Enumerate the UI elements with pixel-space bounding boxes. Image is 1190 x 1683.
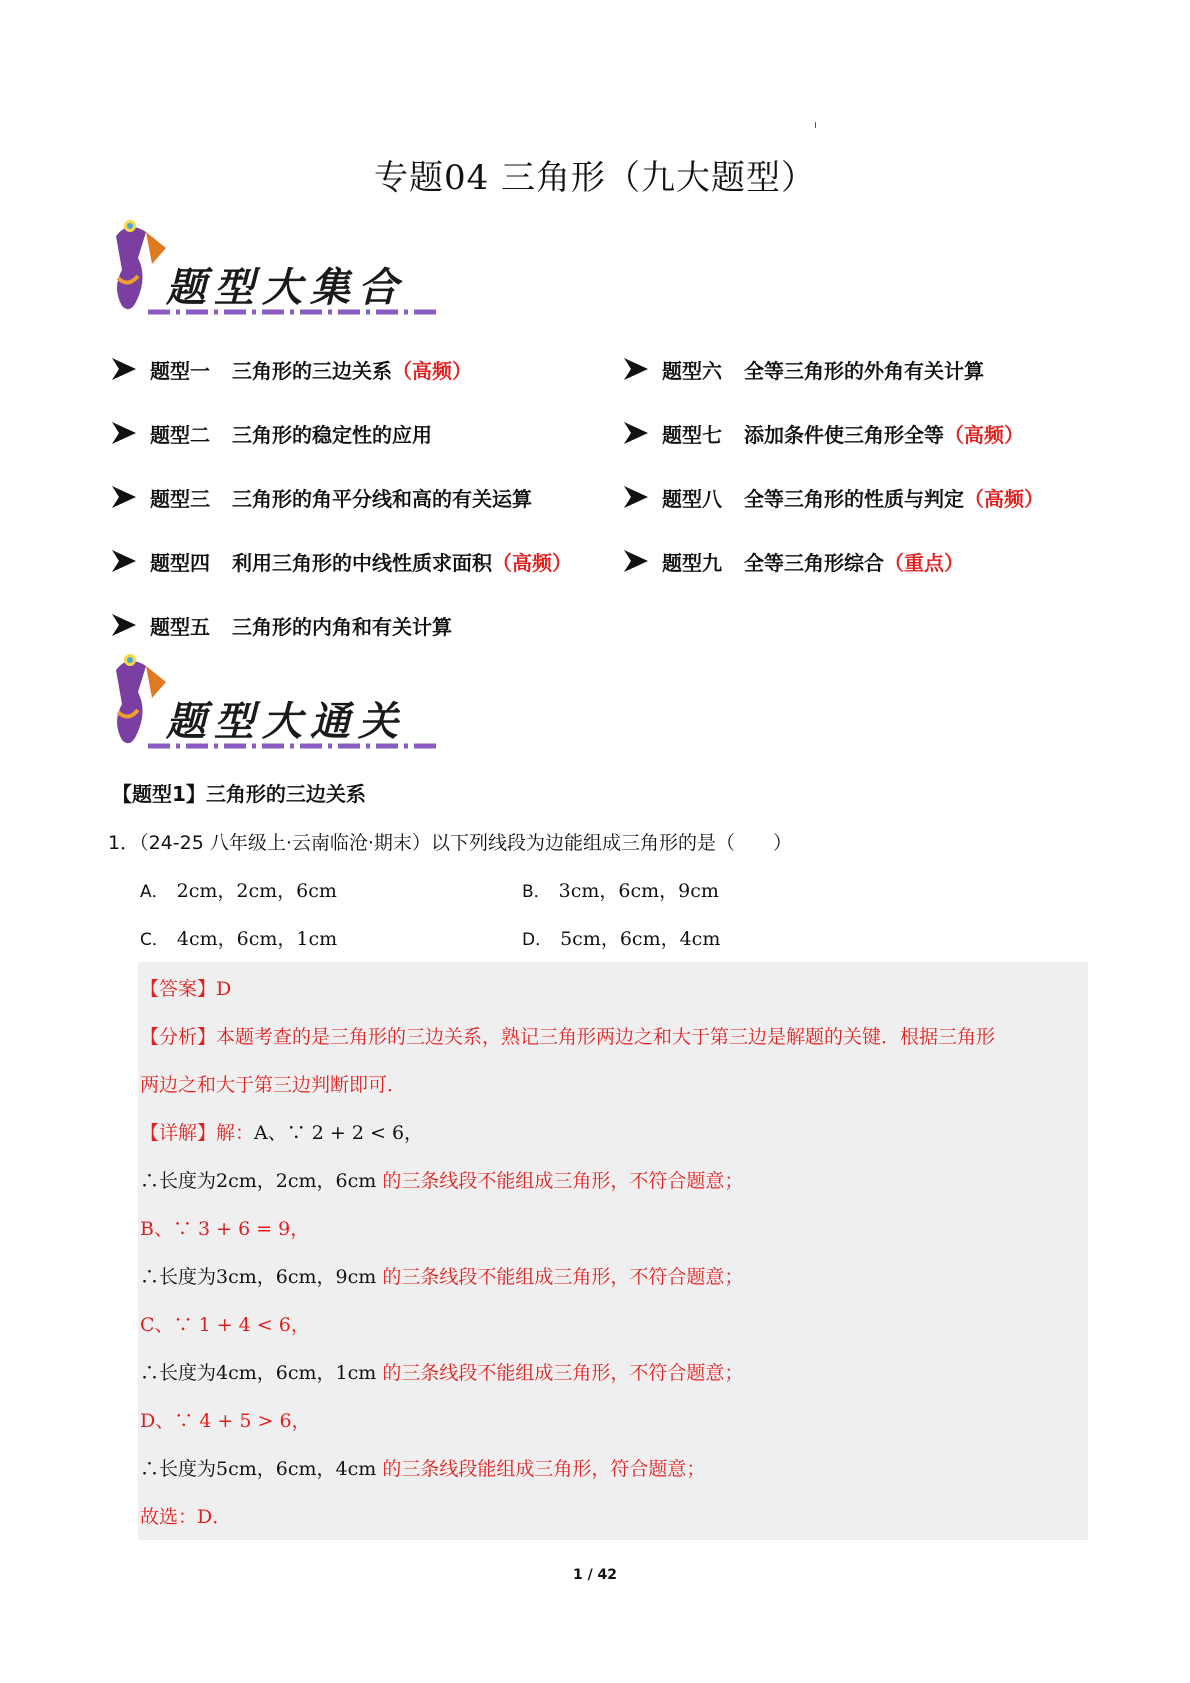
arrow-bullet-icon	[110, 548, 138, 574]
category-item[interactable]	[110, 352, 572, 386]
banner-pass-text: 题型大通关	[166, 698, 406, 745]
option-text: 5cm，6cm，4cm	[560, 928, 721, 950]
category-text: 利用三角形的中线性质求面积	[232, 550, 492, 575]
category-item[interactable]	[110, 480, 572, 514]
arrow-bullet-icon	[110, 356, 138, 382]
header-tick	[815, 122, 816, 128]
arrow-bullet-icon	[110, 484, 138, 510]
arrow-bullet-icon	[110, 612, 138, 638]
result-suffix: 的三条线段不能组成三角形，不符合题意；	[382, 1170, 744, 1192]
analysis-line-1: 【分析】本题考查的是三角形的三边关系，熟记三角形两边之和大于第三边是解题的关键．根据三角形	[140, 1026, 996, 1048]
category-text: 全等三角形综合	[744, 550, 884, 575]
d-result-line	[140, 1454, 705, 1481]
option-text: 2cm，2cm，6cm	[176, 880, 337, 902]
option-a[interactable]	[140, 876, 337, 903]
question-number: 1．	[108, 832, 140, 854]
arrow-bullet-icon	[622, 484, 650, 510]
option-text: 3cm，6cm，9cm	[558, 880, 719, 902]
category-item[interactable]	[622, 416, 1044, 450]
category-label: 题型三	[150, 486, 210, 511]
category-list-left	[110, 352, 572, 642]
answer-line: 【答案】D	[140, 978, 232, 1000]
category-tag: （高频）	[944, 422, 1024, 447]
category-text: 三角形的内角和有关计算	[232, 614, 452, 639]
category-item[interactable]	[622, 544, 1044, 578]
result-suffix: 的三条线段能组成三角形，符合题意；	[382, 1458, 706, 1480]
choice-line: 故选：D．	[140, 1506, 232, 1528]
banner-collect-text: 题型大集合	[166, 264, 406, 311]
page-number: 1 / 42	[572, 1567, 618, 1583]
question-line	[108, 828, 792, 855]
d-cond-line: D、∵ 4 + 5 > 6，	[140, 1410, 311, 1432]
category-text: 全等三角形的外角有关计算	[744, 358, 984, 383]
arrow-bullet-icon	[110, 420, 138, 446]
result-prefix: ∴长度为	[140, 1266, 217, 1288]
category-tag: （重点）	[884, 550, 964, 575]
category-item[interactable]	[622, 480, 1044, 514]
result-suffix: 的三条线段不能组成三角形，不符合题意；	[382, 1362, 744, 1384]
category-label: 题型一	[150, 358, 210, 383]
banner-collect	[108, 218, 448, 328]
arrow-bullet-icon	[622, 548, 650, 574]
result-prefix: ∴长度为	[140, 1362, 217, 1384]
category-item[interactable]	[622, 352, 1044, 386]
option-b[interactable]	[522, 876, 719, 903]
option-c[interactable]	[140, 924, 337, 951]
result-values: 2cm，2cm，6cm	[216, 1170, 377, 1192]
b-result-line	[140, 1262, 743, 1289]
category-text: 全等三角形的性质与判定	[744, 486, 964, 511]
category-tag: （高频）	[392, 358, 472, 383]
category-label: 题型六	[662, 358, 722, 383]
page-title: 专题04 三角形（九大题型）	[373, 158, 817, 198]
analysis-line-2: 两边之和大于第三边判断即可．	[140, 1074, 407, 1096]
result-suffix: 的三条线段不能组成三角形，不符合题意；	[382, 1266, 744, 1288]
c-cond-line: C、∵ 1 + 4 < 6，	[140, 1314, 310, 1336]
category-label: 题型八	[662, 486, 722, 511]
category-text: 三角形的稳定性的应用	[232, 422, 432, 447]
arrow-bullet-icon	[622, 356, 650, 382]
detail-intro: 【详解】解：	[140, 1122, 255, 1144]
option-letter: C．	[140, 930, 169, 950]
option-letter: B．	[522, 882, 551, 902]
option-letter: A．	[140, 882, 169, 902]
category-item[interactable]	[110, 416, 572, 450]
option-d[interactable]	[522, 924, 720, 951]
category-label: 题型五	[150, 614, 210, 639]
detail-a: A、∵ 2 + 2 < 6，	[254, 1122, 424, 1144]
category-item[interactable]	[110, 544, 572, 578]
result-values: 3cm，6cm，9cm	[216, 1266, 377, 1288]
category-tag: （高频）	[492, 550, 572, 575]
arrow-bullet-icon	[622, 420, 650, 446]
category-list-right	[622, 352, 1044, 578]
category-label: 题型七	[662, 422, 722, 447]
question-source: （24-25 八年级上·云南临沧·期末）	[139, 832, 431, 854]
result-prefix: ∴长度为	[140, 1458, 217, 1480]
section-heading: 【题型1】三角形的三边关系	[112, 782, 366, 806]
banner-pass	[108, 652, 448, 762]
category-tag: （高频）	[964, 486, 1044, 511]
option-text: 4cm，6cm，1cm	[176, 928, 338, 950]
result-prefix: ∴长度为	[140, 1170, 217, 1192]
category-text: 三角形的三边关系	[232, 358, 392, 383]
category-text: 添加条件使三角形全等	[744, 422, 944, 447]
answer-box	[138, 962, 1088, 1540]
category-item[interactable]	[110, 608, 572, 642]
category-text: 三角形的角平分线和高的有关运算	[232, 486, 532, 511]
question-stem: 以下列线段为边能组成三角形的是（ ）	[430, 832, 792, 854]
b-cond-line: B、∵ 3 + 6 = 9，	[140, 1218, 310, 1240]
option-letter: D．	[522, 930, 553, 950]
result-values: 4cm，6cm，1cm	[216, 1362, 377, 1384]
c-result-line	[140, 1358, 743, 1385]
result-values: 5cm，6cm，4cm	[216, 1458, 377, 1480]
category-label: 题型四	[150, 550, 210, 575]
category-label: 题型九	[662, 550, 722, 575]
a-result-line	[140, 1166, 743, 1193]
detail-line	[140, 1118, 423, 1145]
category-label: 题型二	[150, 422, 210, 447]
